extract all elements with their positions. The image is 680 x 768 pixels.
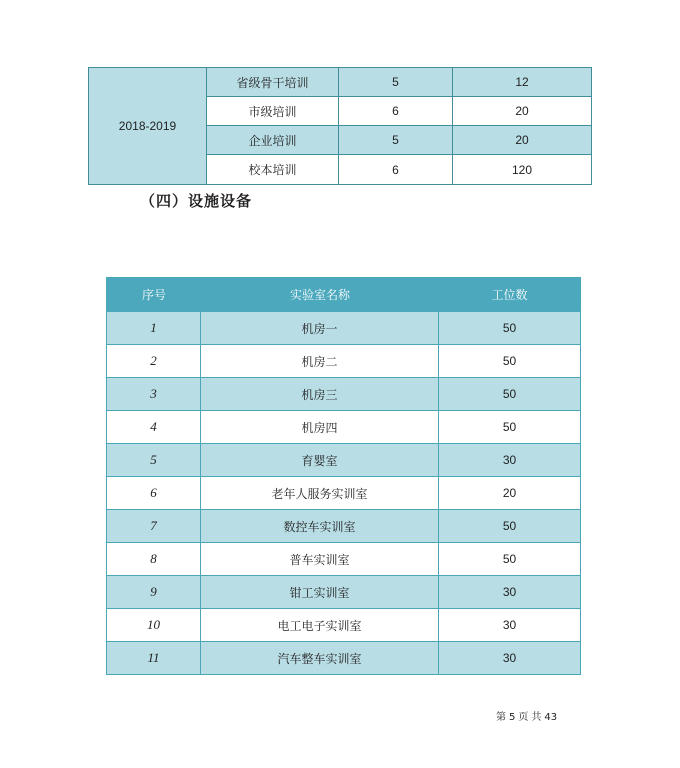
table-row <box>207 68 591 97</box>
seat-count: 30 <box>502 585 517 599</box>
year-cell: 2018-2019 <box>89 68 207 184</box>
footer-total-prefix: 共 <box>531 712 542 723</box>
row-index: 4 <box>107 411 201 443</box>
footer-page-unit: 页 <box>518 712 529 723</box>
row-index: 10 <box>107 609 201 641</box>
table-row <box>107 542 580 575</box>
training-people: 20 <box>515 104 529 118</box>
row-index: 11 <box>107 642 201 674</box>
table-row <box>207 126 591 155</box>
table-row <box>207 97 591 126</box>
table-header <box>107 278 580 311</box>
row-index: 7 <box>107 510 201 542</box>
training-people: 120 <box>511 162 533 177</box>
lab-name: 钳工实训室 <box>201 576 439 608</box>
lab-name: 老年人服务实训室 <box>201 477 439 509</box>
training-type: 市级培训 <box>207 97 339 125</box>
training-count: 5 <box>339 68 453 96</box>
lab-name: 机房三 <box>201 378 439 410</box>
training-type: 校本培训 <box>207 155 339 184</box>
lab-name: 机房一 <box>201 312 439 344</box>
table-row <box>107 443 580 476</box>
seat-count: 50 <box>502 354 517 368</box>
lab-table <box>106 277 581 675</box>
total-pages: 43 <box>544 712 558 723</box>
lab-name: 电工电子实训室 <box>201 609 439 641</box>
table-row <box>107 344 580 377</box>
training-people: 12 <box>515 75 529 89</box>
training-type: 企业培训 <box>207 126 339 154</box>
table-row <box>107 608 580 641</box>
table-row <box>107 377 580 410</box>
table-row <box>107 476 580 509</box>
lab-name: 普车实训室 <box>201 543 439 575</box>
row-index: 2 <box>107 345 201 377</box>
row-index: 9 <box>107 576 201 608</box>
training-count: 6 <box>339 97 453 125</box>
row-index: 3 <box>107 378 201 410</box>
row-index: 5 <box>107 444 201 476</box>
seat-count: 30 <box>502 453 517 467</box>
footer-prefix: 第 <box>496 712 506 723</box>
seat-count: 50 <box>502 420 517 434</box>
table-row <box>107 575 580 608</box>
training-people: 20 <box>515 133 529 147</box>
page-footer <box>496 708 560 723</box>
row-index: 1 <box>107 312 201 344</box>
header-seats: 工位数 <box>491 288 528 302</box>
table-row <box>107 509 580 542</box>
lab-name: 汽车整车实训室 <box>201 642 439 674</box>
training-type: 省级骨干培训 <box>207 68 339 96</box>
training-count: 5 <box>339 126 453 154</box>
lab-name: 数控车实训室 <box>201 510 439 542</box>
row-index: 6 <box>107 477 201 509</box>
seat-count: 50 <box>502 519 517 533</box>
table-row <box>107 410 580 443</box>
lab-name: 机房二 <box>201 345 439 377</box>
header-index: 序号 <box>141 288 166 302</box>
seat-count: 30 <box>502 651 517 665</box>
lab-name: 育婴室 <box>201 444 439 476</box>
section-heading: （四）设施设备 <box>140 192 253 210</box>
row-index: 8 <box>107 543 201 575</box>
page-number: 5 <box>509 712 516 723</box>
training-count: 6 <box>339 155 453 184</box>
seat-count: 30 <box>502 618 517 632</box>
seat-count: 50 <box>502 321 517 335</box>
table-row <box>207 155 591 184</box>
seat-count: 20 <box>502 486 517 500</box>
table-row <box>107 641 580 674</box>
table-row <box>107 311 580 344</box>
header-name: 实验室名称 <box>289 288 350 302</box>
training-table <box>88 67 592 185</box>
seat-count: 50 <box>502 552 517 566</box>
seat-count: 50 <box>502 387 517 401</box>
lab-name: 机房四 <box>201 411 439 443</box>
